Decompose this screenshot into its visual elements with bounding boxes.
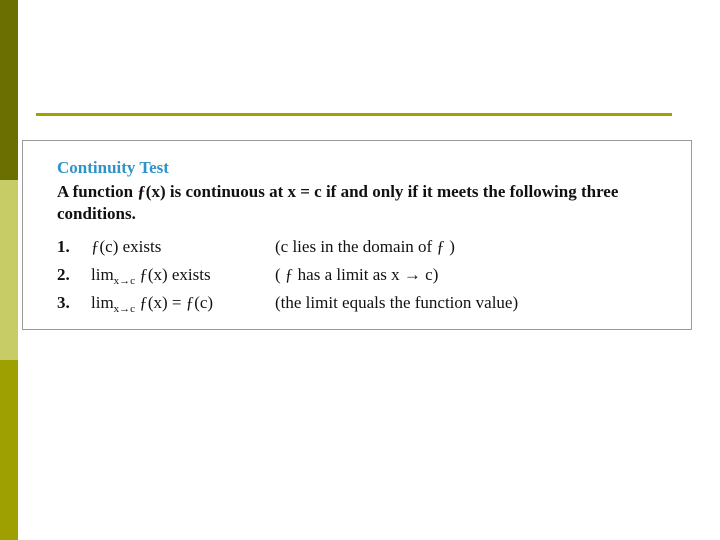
condition-expression [91, 293, 213, 313]
title-rule [36, 113, 672, 116]
condition-note: (the limit equals the function value) [275, 293, 519, 312]
condition-expression: ƒ(c) exists [91, 237, 162, 256]
continuity-test-box [22, 140, 692, 330]
side-band-bottom [0, 360, 18, 540]
condition-number: 3. [57, 293, 70, 312]
box-title: Continuity Test [57, 158, 169, 177]
lim-subscript: x→c [113, 303, 136, 315]
lim-text: lim [91, 293, 114, 312]
expression-rest: ƒ(x) exists [135, 265, 211, 284]
condition-note: ( ƒ has a limit as x → c) [275, 265, 439, 284]
condition-number: 2. [57, 265, 70, 284]
lim-text: lim [91, 265, 114, 284]
condition-note: (c lies in the domain of ƒ ) [275, 237, 455, 256]
lim-subscript: x→c [113, 275, 136, 287]
box-intro: A function ƒ(x) is continuous at x = c if and only if it meets the following three conditions. [57, 182, 619, 223]
side-band-top [0, 0, 18, 180]
condition-expression [91, 265, 211, 285]
side-band-middle [0, 180, 18, 360]
expression-rest: ƒ(x) = ƒ(c) [135, 293, 214, 312]
condition-number: 1. [57, 237, 70, 256]
